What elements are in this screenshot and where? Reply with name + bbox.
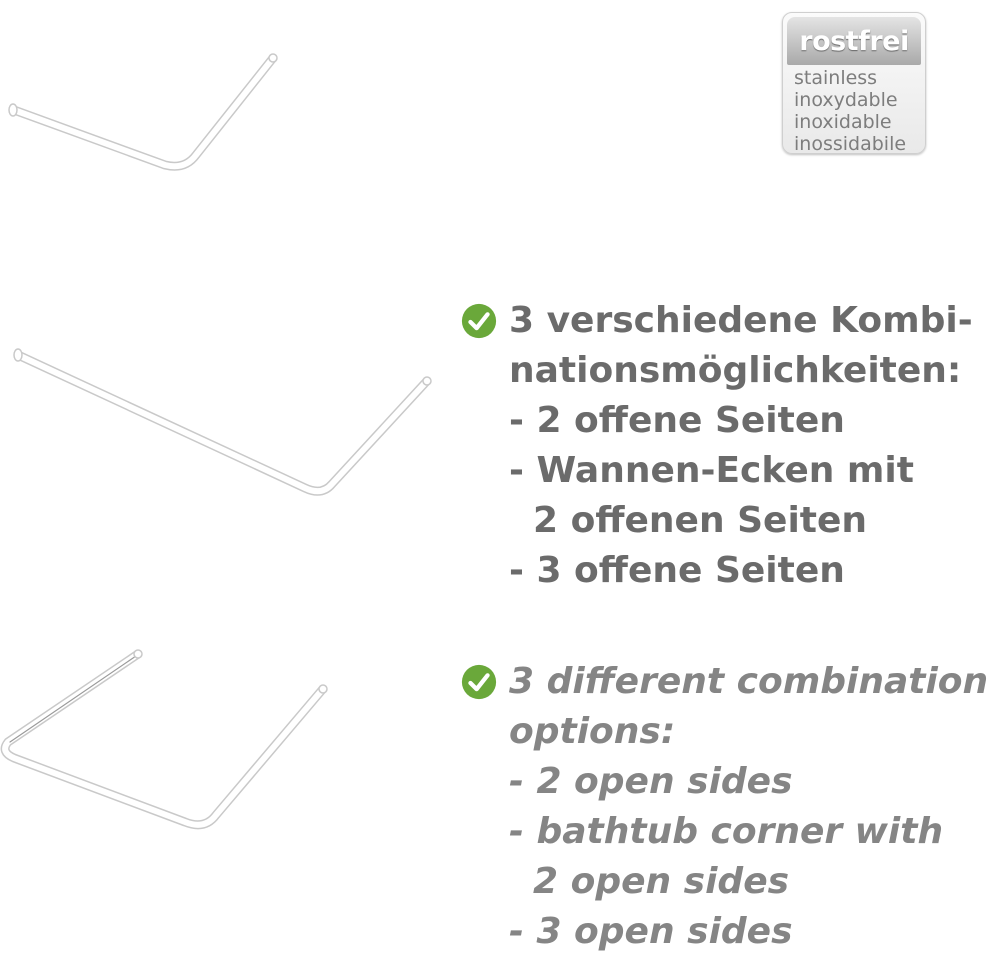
german-line: 2 offenen Seiten bbox=[533, 500, 868, 541]
wide-corner-rod-image bbox=[14, 349, 431, 491]
german-line: 3 verschiedene Kombi- bbox=[509, 300, 973, 341]
german-line: - 2 offene Seiten bbox=[509, 400, 845, 441]
english-headline-row bbox=[460, 657, 988, 707]
corner-rod-image bbox=[9, 54, 277, 166]
english-line: - bathtub corner with bbox=[509, 811, 944, 852]
english-line: 3 different combination bbox=[509, 661, 988, 702]
english-line: 2 open sides bbox=[533, 861, 790, 902]
check-circle-icon bbox=[460, 663, 498, 701]
english-line: - 3 open sides bbox=[509, 911, 793, 952]
check-circle-icon bbox=[460, 302, 498, 340]
u-rod-image bbox=[5, 650, 327, 825]
english-line: options: bbox=[509, 711, 676, 752]
badge-line: inossidabile bbox=[794, 133, 907, 155]
english-line: - 2 open sides bbox=[509, 761, 793, 802]
german-line: - 3 offene Seiten bbox=[509, 550, 845, 591]
german-headline-row bbox=[460, 296, 973, 346]
badge-language-list bbox=[783, 65, 925, 155]
german-line: nationsmöglichkeiten: bbox=[509, 350, 962, 391]
badge-line: inoxidable bbox=[794, 111, 892, 133]
badge-line: stainless bbox=[794, 67, 878, 89]
german-feature-list bbox=[460, 296, 973, 596]
badge-line: inoxydable bbox=[794, 89, 898, 111]
badge-title: rostfrei bbox=[787, 17, 921, 65]
stainless-badge bbox=[782, 12, 926, 154]
german-line: - Wannen-Ecken mit bbox=[509, 450, 914, 491]
english-feature-list bbox=[460, 657, 988, 957]
